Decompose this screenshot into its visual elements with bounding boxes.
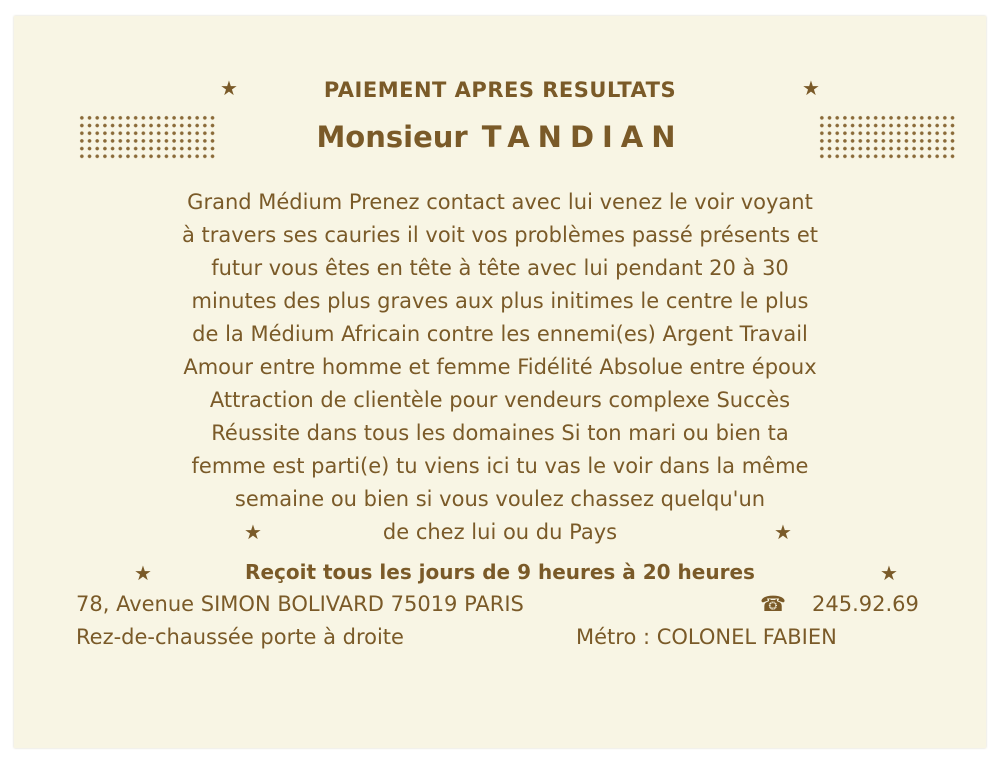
body-line: de chez lui ou du Pays	[382, 520, 618, 544]
opening-hours: Reçoit tous les jours de 9 heures à 20 heures	[245, 560, 755, 584]
body-line: Attraction de clientèle pour vendeurs complexe Succès	[209, 388, 791, 412]
body-line: Amour entre homme et femme Fidélité Absolue entre époux	[183, 355, 817, 379]
floor-info: Rez-de-chaussée porte à droite	[76, 625, 404, 649]
metro-station: Métro : COLONEL FABIEN	[576, 625, 837, 649]
body-line: Grand Médium Prenez contact avec lui venez le voir voyant	[187, 190, 813, 214]
surname: TANDIAN	[481, 120, 684, 154]
business-card	[14, 16, 986, 748]
star-icon: ★	[220, 76, 238, 100]
star-icon: ★	[880, 561, 898, 585]
body-line: minutes des plus graves aux plus initimes le centre le plus	[191, 289, 809, 313]
star-icon: ★	[244, 520, 262, 544]
star-icon: ★	[134, 561, 152, 585]
body-line: femme est parti(e) tu viens ici tu vas le voir dans la même	[191, 454, 809, 478]
body-last-line	[14, 516, 986, 549]
star-icon: ★	[802, 76, 820, 100]
body-line: à travers ses cauries il voit vos problèmes passé présents et	[181, 223, 819, 247]
card-title: PAIEMENT APRES RESULTATS	[323, 78, 677, 102]
body-line: de la Médium Africain contre les ennemi(es) Argent Travail	[192, 322, 808, 346]
star-icon: ★	[774, 520, 792, 544]
description	[14, 186, 986, 549]
phone-icon: ☎	[760, 592, 787, 616]
body-line: Réussite dans tous les domaines Si ton mari ou bien ta	[211, 421, 789, 445]
street-address: 78, Avenue SIMON BOLIVARD 75019 PARIS	[76, 592, 524, 616]
salutation: Monsieur	[316, 120, 468, 154]
body-line: semaine ou bien si vous voulez chassez quelqu'un	[234, 487, 766, 511]
phone-number: 245.92.69	[812, 592, 919, 616]
medium-name	[14, 120, 986, 154]
body-line: futur vous êtes en tête à tête avec lui pendant 20 à 30	[211, 256, 789, 280]
